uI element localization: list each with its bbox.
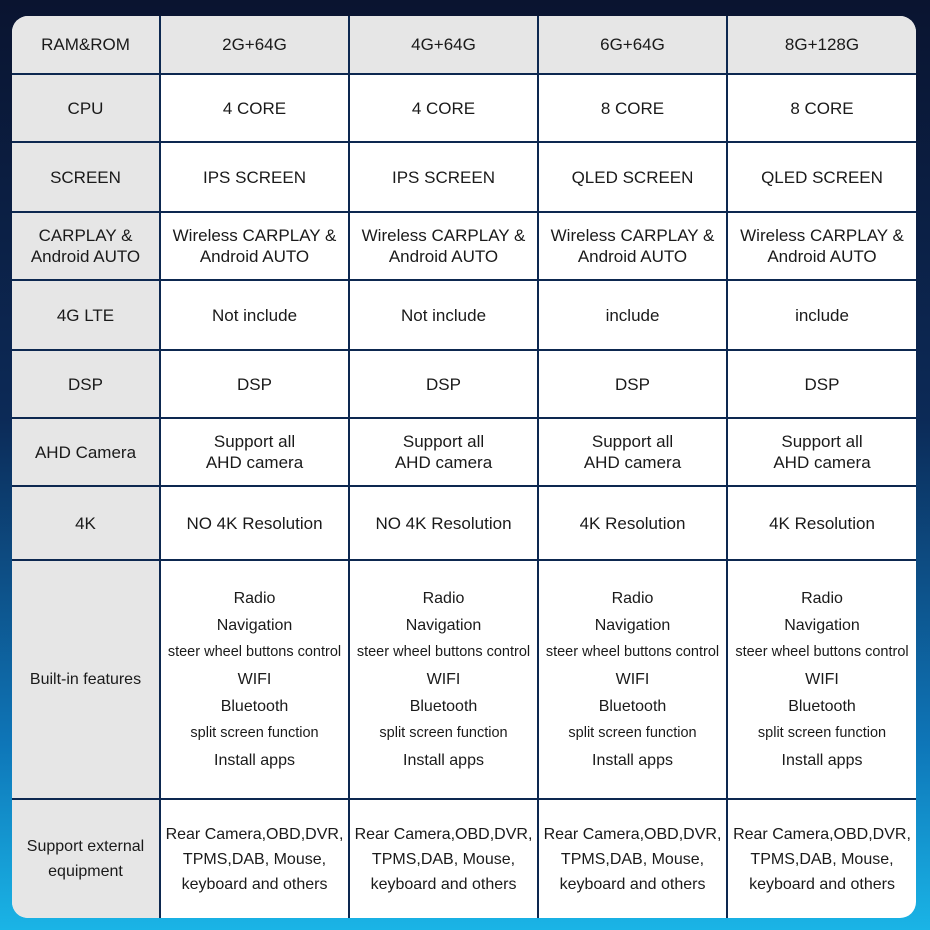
spec-cell-external-1 <box>160 799 349 918</box>
spec-cell-features-3 <box>538 560 727 799</box>
spec-value-text: Wireless CARPLAY & Android AUTO <box>361 226 526 266</box>
spec-cell-ahd-1 <box>160 418 349 486</box>
spec-cell-ram-2 <box>349 16 538 74</box>
spec-value-text: DSP <box>426 374 461 394</box>
spec-row-lte <box>12 280 916 350</box>
row-label-ram <box>12 16 160 74</box>
spec-value-text: Support all AHD camera <box>583 432 682 472</box>
spec-value-text: IPS SCREEN <box>392 167 495 187</box>
row-label-dsp <box>12 350 160 418</box>
spec-cell-dsp-3 <box>538 350 727 418</box>
spec-cell-4k-3 <box>538 486 727 560</box>
spec-row-external <box>12 799 916 918</box>
row-label-text: Support external equipment <box>26 838 145 880</box>
spec-cell-dsp-1 <box>160 350 349 418</box>
spec-value-text: 8 CORE <box>790 98 854 118</box>
spec-value-text: Support all AHD camera <box>205 432 304 472</box>
row-label-text: CARPLAY & Android AUTO <box>30 226 141 266</box>
feature-item: Radio <box>801 590 843 607</box>
spec-value-text: 4K Resolution <box>579 513 686 533</box>
feature-item: steer wheel buttons control <box>735 644 909 660</box>
feature-item: split screen function <box>379 725 508 741</box>
spec-cell-external-3 <box>538 799 727 918</box>
spec-value-text: Rear Camera,OBD,DVR, TPMS,DAB, Mouse, keyboard and others <box>543 825 722 893</box>
spec-cell-screen-1 <box>160 142 349 212</box>
spec-cell-ahd-4 <box>727 418 916 486</box>
feature-item: steer wheel buttons control <box>356 644 531 660</box>
spec-value-text: include <box>605 305 660 325</box>
spec-cell-cpu-2 <box>349 74 538 142</box>
spec-cell-dsp-4 <box>727 350 916 418</box>
spec-cell-carplay-4 <box>727 212 916 280</box>
spec-cell-carplay-3 <box>538 212 727 280</box>
spec-value-text: 8G+128G <box>784 35 860 54</box>
spec-value-text: Wireless CARPLAY & Android AUTO <box>550 226 715 266</box>
spec-value-text: Support all AHD camera <box>394 432 493 472</box>
spec-value-text: NO 4K Resolution <box>375 513 512 533</box>
feature-item: Bluetooth <box>220 698 289 715</box>
spec-cell-features-1 <box>160 560 349 799</box>
spec-value-text: 8 CORE <box>600 98 665 118</box>
spec-cell-ram-3 <box>538 16 727 74</box>
spec-cell-cpu-4 <box>727 74 916 142</box>
spec-row-carplay <box>12 212 916 280</box>
spec-cell-lte-1 <box>160 280 349 350</box>
spec-value-text: Rear Camera,OBD,DVR, TPMS,DAB, Mouse, keyboard and others <box>165 825 344 893</box>
spec-value-text: Not include <box>400 305 487 325</box>
spec-value-text: QLED SCREEN <box>761 167 883 187</box>
row-label-text: CPU <box>67 98 104 118</box>
spec-cell-lte-3 <box>538 280 727 350</box>
spec-cell-ahd-3 <box>538 418 727 486</box>
feature-item: WIFI <box>615 671 650 688</box>
row-label-text: Built-in features <box>29 671 142 688</box>
spec-comparison-card <box>12 16 916 918</box>
feature-item: split screen function <box>568 725 697 741</box>
spec-cell-features-2 <box>349 560 538 799</box>
row-label-4k <box>12 486 160 560</box>
spec-value-text: DSP <box>804 374 840 394</box>
spec-row-4k <box>12 486 916 560</box>
spec-cell-carplay-1 <box>160 212 349 280</box>
spec-row-screen <box>12 142 916 212</box>
feature-item: Navigation <box>405 617 482 634</box>
feature-item: WIFI <box>237 671 272 688</box>
row-label-external <box>12 799 160 918</box>
spec-cell-4k-1 <box>160 486 349 560</box>
feature-item: Navigation <box>594 617 671 634</box>
spec-value-text: NO 4K Resolution <box>186 513 323 533</box>
spec-cell-4k-4 <box>727 486 916 560</box>
feature-item: Bluetooth <box>409 698 478 715</box>
spec-table-body <box>12 16 916 918</box>
spec-value-text: DSP <box>615 374 650 394</box>
spec-value-text: Rear Camera,OBD,DVR, TPMS,DAB, Mouse, keyboard and others <box>354 825 533 893</box>
spec-row-ahd <box>12 418 916 486</box>
row-label-lte <box>12 280 160 350</box>
spec-row-features <box>12 560 916 799</box>
row-label-screen <box>12 142 160 212</box>
spec-value-text: 4 CORE <box>411 98 476 118</box>
spec-value-text: 4G+64G <box>411 35 476 54</box>
feature-item: Install apps <box>403 752 484 769</box>
spec-cell-cpu-3 <box>538 74 727 142</box>
spec-cell-ram-1 <box>160 16 349 74</box>
spec-row-ram <box>12 16 916 74</box>
feature-item: split screen function <box>190 725 319 741</box>
spec-cell-ram-4 <box>727 16 916 74</box>
spec-value-text: include <box>795 305 849 325</box>
spec-value-text: Rear Camera,OBD,DVR, TPMS,DAB, Mouse, keyboard and others <box>733 825 911 893</box>
spec-comparison-table <box>12 16 916 918</box>
feature-item: Bluetooth <box>788 698 856 715</box>
spec-cell-external-4 <box>727 799 916 918</box>
spec-cell-features-4 <box>727 560 916 799</box>
spec-cell-dsp-2 <box>349 350 538 418</box>
spec-value-text: IPS SCREEN <box>203 167 306 187</box>
spec-value-text: 6G+64G <box>600 35 665 54</box>
row-label-text: 4G LTE <box>56 305 115 325</box>
spec-cell-lte-2 <box>349 280 538 350</box>
spec-value-text: Wireless CARPLAY & Android AUTO <box>740 226 904 266</box>
row-label-text: RAM&ROM <box>41 35 130 54</box>
feature-item: Radio <box>611 590 654 607</box>
row-label-text: 4K <box>75 513 96 533</box>
spec-cell-screen-2 <box>349 142 538 212</box>
spec-cell-ahd-2 <box>349 418 538 486</box>
spec-cell-lte-4 <box>727 280 916 350</box>
spec-value-text: 4K Resolution <box>769 513 875 533</box>
row-label-ahd <box>12 418 160 486</box>
feature-item: Bluetooth <box>598 698 667 715</box>
row-label-cpu <box>12 74 160 142</box>
row-label-carplay <box>12 212 160 280</box>
feature-item: split screen function <box>757 725 887 741</box>
spec-cell-external-2 <box>349 799 538 918</box>
spec-value-text: 2G+64G <box>222 35 287 54</box>
feature-item: Navigation <box>784 617 860 634</box>
feature-item: WIFI <box>426 671 461 688</box>
row-label-text: DSP <box>68 374 103 394</box>
spec-cell-screen-4 <box>727 142 916 212</box>
spec-value-text: Support all AHD camera <box>773 432 871 472</box>
spec-cell-4k-2 <box>349 486 538 560</box>
row-label-features <box>12 560 160 799</box>
row-label-text: AHD Camera <box>34 442 137 462</box>
feature-item: steer wheel buttons control <box>167 644 342 660</box>
spec-value-text: DSP <box>237 374 272 394</box>
spec-value-text: Wireless CARPLAY & Android AUTO <box>172 226 337 266</box>
spec-cell-screen-3 <box>538 142 727 212</box>
spec-cell-carplay-2 <box>349 212 538 280</box>
feature-item: Install apps <box>781 752 863 769</box>
feature-item: WIFI <box>805 671 839 688</box>
feature-item: Install apps <box>214 752 295 769</box>
feature-item: Radio <box>233 590 276 607</box>
row-label-text: SCREEN <box>50 167 121 187</box>
spec-value-text: QLED SCREEN <box>571 167 694 187</box>
spec-value-text: 4 CORE <box>222 98 287 118</box>
feature-item: Navigation <box>216 617 293 634</box>
feature-item: Install apps <box>592 752 673 769</box>
feature-item: Radio <box>422 590 465 607</box>
spec-row-cpu <box>12 74 916 142</box>
spec-row-dsp <box>12 350 916 418</box>
spec-cell-cpu-1 <box>160 74 349 142</box>
spec-value-text: Not include <box>211 305 298 325</box>
feature-item: steer wheel buttons control <box>545 644 720 660</box>
